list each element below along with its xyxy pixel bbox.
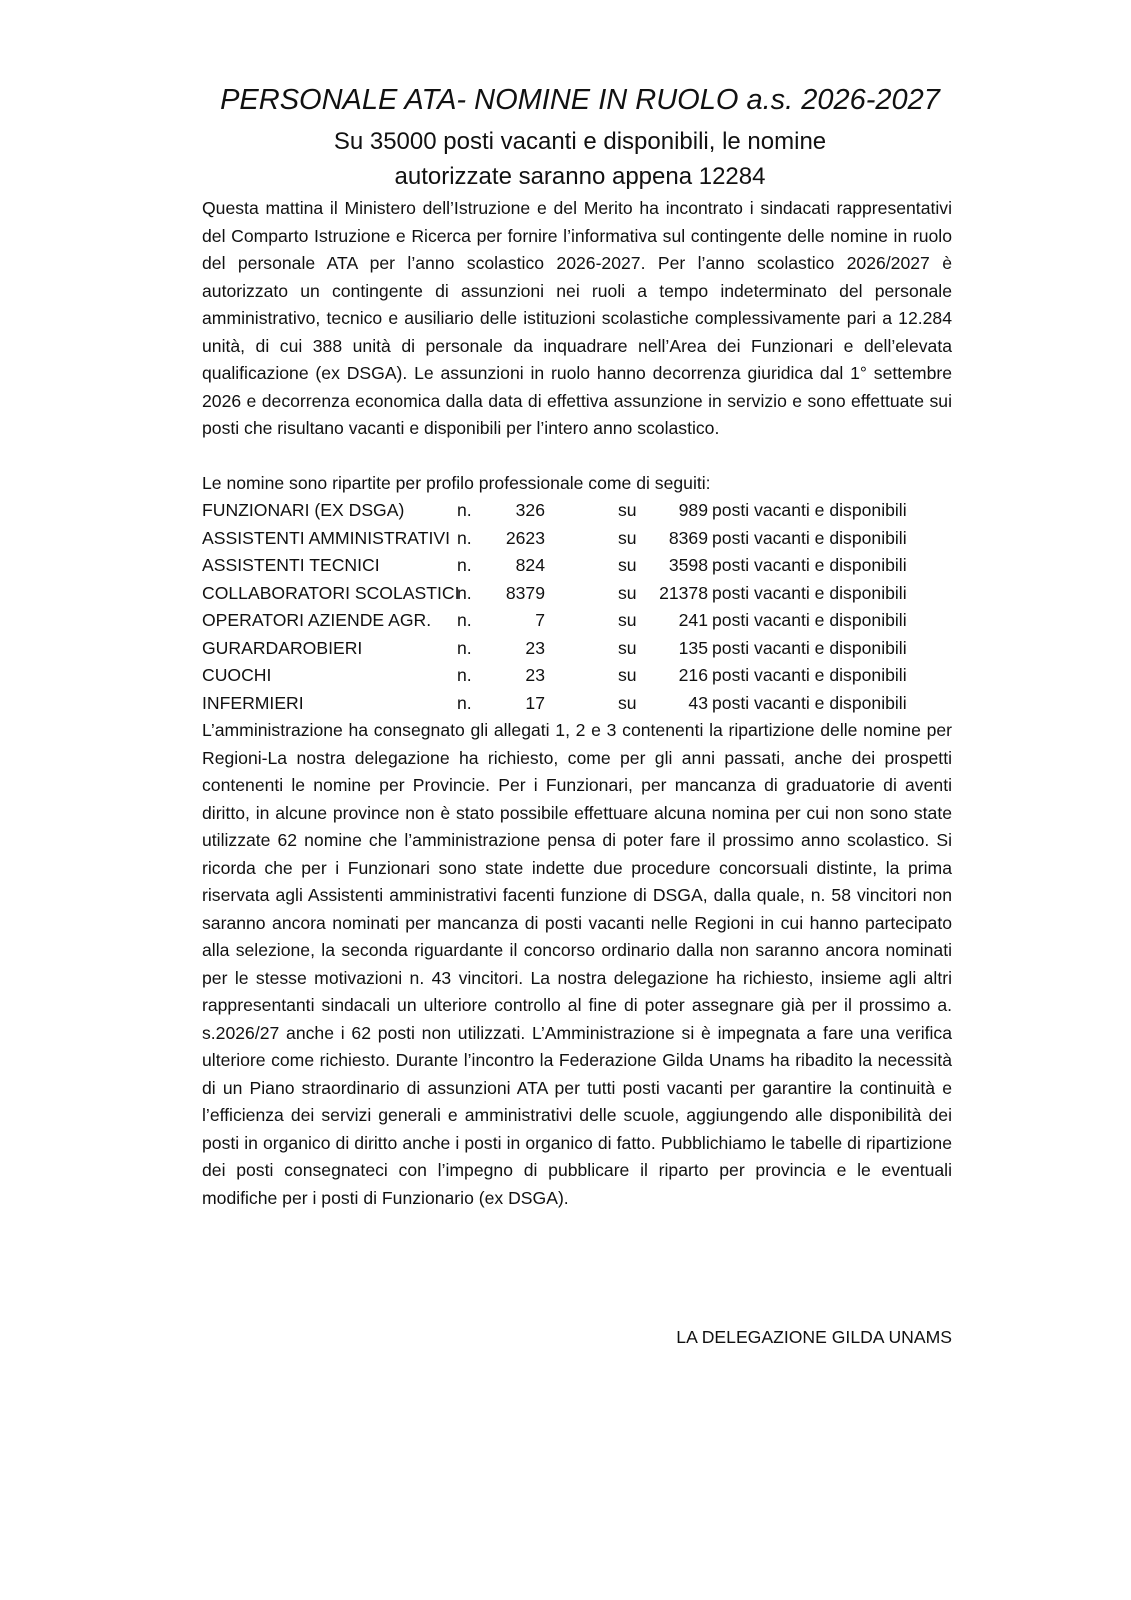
posts-label: posti vacanti e disponibili bbox=[712, 500, 907, 520]
posts-cell: 3598 bbox=[668, 555, 708, 575]
profile-cell: CUOCHI bbox=[202, 665, 272, 685]
su-label: su bbox=[618, 610, 637, 630]
table-row bbox=[202, 580, 952, 608]
su-label: su bbox=[618, 665, 637, 685]
posts-cell: 43 bbox=[688, 692, 708, 713]
posts-label: posti vacanti e disponibili bbox=[712, 527, 907, 548]
su-label: su bbox=[618, 582, 637, 603]
signature: LA DELEGAZIONE GILDA UNAMS bbox=[676, 1327, 952, 1347]
table-row bbox=[202, 635, 952, 663]
posts-cell: 989 bbox=[678, 500, 708, 520]
profile-cell: FUNZIONARI (EX DSGA) bbox=[202, 500, 405, 520]
n-label: n. bbox=[457, 555, 472, 575]
posts-label: posti vacanti e disponibili bbox=[712, 555, 907, 575]
n-label: n. bbox=[457, 637, 472, 658]
n-label: n. bbox=[457, 582, 472, 603]
posts-cell: 21378 bbox=[659, 582, 708, 603]
nominations-cell: 2623 bbox=[505, 527, 545, 548]
profile-cell: GURARDAROBIERI bbox=[202, 637, 363, 658]
document-title: PERSONALE ATA- NOMINE IN RUOLO a.s. 2026-2027 bbox=[220, 84, 940, 116]
n-label: n. bbox=[457, 610, 472, 630]
table-row bbox=[202, 525, 952, 553]
table-intro: Le nomine sono ripartite per profilo professionale come di seguiti: bbox=[202, 473, 711, 493]
su-label: su bbox=[618, 555, 637, 575]
nominations-cell: 7 bbox=[535, 610, 545, 630]
profile-cell: ASSISTENTI TECNICI bbox=[202, 555, 380, 575]
nominations-cell: 8379 bbox=[505, 582, 545, 603]
intro-paragraph: Questa mattina il Ministero dell’Istruzione e del Merito ha incontrato i sindacati rappresentativi del Comparto Istruzione e Ricerca per fornire l’informativa sul contingente delle nomine in ruolo del personale ATA per l’anno scolastico 2026-2027. Per l’anno scolastico 2026/2027 è autorizzato un contingente di assunzioni nei ruoli a tempo indeterminato del personale amministrativo, tecnico e ausiliario delle istituzioni scolastiche complessivamente pari a 12.284 unità, di cui 388 unità di personale da inquadrare nell’Area dei Funzionari e dell’elevata qualificazione (ex DSGA). Le assunzioni in ruolo hanno decorrenza giuridica dal 1° settembre 2026 e decorrenza economica dalla data di effettiva assunzione in servizio e sono effettuate sui posti che risultano vacanti e disponibili per l’intero anno scolastico. bbox=[202, 198, 952, 438]
nominations-cell: 23 bbox=[525, 637, 545, 658]
nominations-table bbox=[202, 497, 952, 717]
posts-label: posti vacanti e disponibili bbox=[712, 665, 907, 685]
profile-cell: COLLABORATORI SCOLASTICI bbox=[202, 582, 460, 603]
nominations-cell: 17 bbox=[525, 692, 545, 713]
posts-cell: 216 bbox=[678, 665, 708, 685]
posts-cell: 241 bbox=[678, 610, 708, 630]
n-label: n. bbox=[457, 527, 472, 548]
table-row bbox=[202, 662, 952, 690]
table-row bbox=[202, 607, 952, 635]
nominations-cell: 326 bbox=[515, 500, 545, 520]
document-subtitle bbox=[200, 124, 960, 194]
nominations-cell: 23 bbox=[525, 665, 545, 685]
table-row bbox=[202, 497, 952, 525]
n-label: n. bbox=[457, 692, 472, 713]
posts-label: posti vacanti e disponibili bbox=[712, 610, 907, 630]
table-row bbox=[202, 552, 952, 580]
su-label: su bbox=[618, 500, 637, 520]
nominations-cell: 824 bbox=[515, 555, 545, 575]
posts-cell: 135 bbox=[678, 637, 708, 658]
profile-cell: INFERMIERI bbox=[202, 692, 304, 713]
su-label: su bbox=[618, 692, 637, 713]
subtitle-line-1: Su 35000 posti vacanti e disponibili, le nomine bbox=[333, 128, 827, 155]
su-label: su bbox=[618, 637, 637, 658]
posts-label: posti vacanti e disponibili bbox=[712, 692, 907, 713]
posts-cell: 8369 bbox=[668, 527, 708, 548]
table-row bbox=[202, 690, 952, 718]
posts-label: posti vacanti e disponibili bbox=[712, 637, 907, 658]
posts-label: posti vacanti e disponibili bbox=[712, 582, 907, 603]
n-label: n. bbox=[457, 500, 472, 520]
profile-cell: OPERATORI AZIENDE AGR. bbox=[202, 610, 432, 630]
body-paragraph: L’amministrazione ha consegnato gli allegati 1, 2 e 3 contenenti la ripartizione delle nomine per Regioni-La nostra delegazione ha richiesto, come per gli anni passati, anche dei prospetti contenenti le nomine per Provincie. Per i Funzionari, per mancanza di graduatorie di aventi diritto, in alcune province non è stato possibile effettuare alcuna nomina per cui non sono state utilizzate 62 nomine che l’amministrazione pensa di poter fare il prossimo anno scolastico. Si ricorda che per i Funzionari sono state indette due procedure concorsuali distinte, la prima riservata agli Assistenti amministrativi facenti funzione di DSGA, dalla quale, n. 58 vincitori non saranno ancora nominati per mancanza di posti vacanti nelle Regioni in cui hanno partecipato alla selezione, la seconda riguardante il concorso ordinario dalla non saranno ancora nominati per le stesse motivazioni n. 43 vincitori. La nostra delegazione ha richiesto, insieme agli altri rappresentanti sindacali un ulteriore controllo al fine di poter assegnare già per il prossimo a. s.2026/27 anche i 62 posti non utilizzati. L’Amministrazione si è impegnata a fare una verifica ulteriore come richiesto. Durante l’incontro la Federazione Gilda Unams ha ribadito la necessità di un Piano straordinario di assunzioni ATA per tutti posti vacanti per garantire la continuità e l’efficienza dei servizi generali e amministrativi delle scuole, aggiungendo alle disponibilità dei posti in organico di diritto anche i posti in organico di fatto. Pubblichiamo le tabelle di ripartizione dei posti consegnateci con l’impegno di pubblicare il riparto per provincia e le eventuali modifiche per i posti di Funzionario (ex DSGA). bbox=[202, 720, 952, 1208]
profile-cell: ASSISTENTI AMMINISTRATIVI bbox=[202, 527, 450, 548]
su-label: su bbox=[618, 527, 637, 548]
subtitle-line-2: autorizzate saranno appena 12284 bbox=[394, 163, 766, 190]
n-label: n. bbox=[457, 665, 472, 685]
